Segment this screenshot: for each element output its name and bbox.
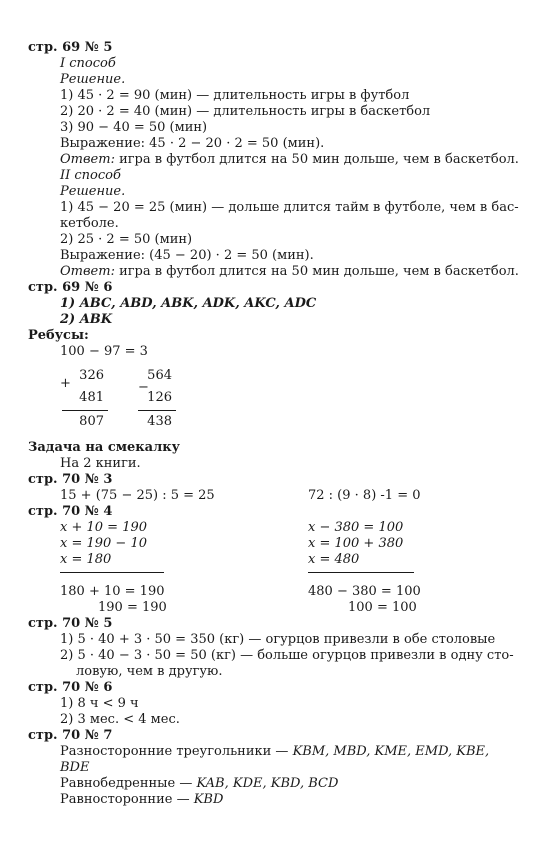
check-separator (60, 572, 164, 573)
method-label: II способ (60, 168, 121, 183)
answer-label: Ответ: (60, 152, 115, 167)
equation-step: x = 480 (308, 552, 360, 567)
answer-text: игра в футбол длится на 50 мин дольше, чем в баскетбол. (114, 152, 519, 167)
equation-step: x + 10 = 190 (60, 520, 148, 535)
section-heading: стр. 69 № 5 (28, 40, 113, 55)
section-heading: Ребусы: (28, 328, 89, 343)
sum: 807 (79, 414, 104, 429)
solution-step: 1) 5 · 40 + 3 · 50 = 350 (кг) — огурцов привезли в обе столовые (60, 632, 496, 647)
solution-step-continued: ловую, чем в другую. (76, 664, 223, 679)
solution-step: 2) 5 · 40 − 3 · 50 = 50 (кг) — больше огурцов привезли в одну сто- (60, 648, 514, 663)
expression-right: 72 : (9 · 8) -1 = 0 (308, 488, 421, 503)
triangle-category: Разносторонние треугольники — (60, 744, 293, 759)
triangle-category: Равносторонние — (60, 792, 194, 807)
answer-line (60, 264, 519, 280)
comparison-line: 2) 3 мес. < 4 мес. (60, 712, 180, 727)
expression-line: Выражение: (45 − 20) · 2 = 50 (мин). (60, 248, 314, 263)
triangle-names: KBM, MBD, KME, EMD, KBE, (292, 744, 490, 759)
check-line: 480 − 380 = 100 (308, 584, 421, 599)
rebus-equation: 100 − 97 = 3 (60, 344, 148, 359)
riddle-answer: На 2 книги. (60, 456, 141, 471)
equation-step: x − 380 = 100 (308, 520, 404, 535)
addend: 481 (79, 390, 104, 405)
equation-step: x = 180 (60, 552, 112, 567)
sum-line (62, 410, 108, 411)
answer-line: 2) ABK (60, 312, 113, 327)
triangle-category: Равнобедренные — (60, 776, 197, 791)
answer-text: игра в футбол длится на 50 мин дольше, чем в баскетбол. (114, 264, 519, 279)
subtrahend: 126 (147, 390, 172, 405)
equation-step: x = 190 − 10 (60, 536, 148, 551)
answer-line: 1) ABC, ABD, ABK, ADK, AKC, ADC (60, 296, 317, 311)
solution-step: 3) 90 − 40 = 50 (мин) (60, 120, 208, 135)
expression-left: 15 + (75 − 25) : 5 = 25 (60, 488, 215, 503)
section-heading: стр. 70 № 3 (28, 472, 113, 487)
difference: 438 (147, 414, 172, 429)
triangle-names: KAB, KDE, KBD, BCD (196, 776, 339, 791)
triangle-list (60, 792, 223, 808)
section-heading: стр. 70 № 6 (28, 680, 113, 695)
check-separator (308, 572, 414, 573)
plus-sign: + (60, 376, 71, 391)
triangle-names: KBD (193, 792, 224, 807)
solution-step-continued: кетболе. (60, 216, 119, 231)
answer-label: Ответ: (60, 264, 115, 279)
answer-line (60, 152, 519, 168)
minus-sign: − (138, 380, 149, 395)
difference-line (138, 410, 176, 411)
solution-step: 2) 25 · 2 = 50 (мин) (60, 232, 193, 247)
comparison-line: 1) 8 ч < 9 ч (60, 696, 139, 711)
check-line: 180 + 10 = 190 (60, 584, 165, 599)
solution-step: 2) 20 · 2 = 40 (мин) — длительность игры в баскетбол (60, 104, 431, 119)
minuend: 564 (147, 368, 172, 383)
solution-label: Решение. (60, 72, 126, 87)
solution-label: Решение. (60, 184, 126, 199)
equation-step: x = 100 + 380 (308, 536, 404, 551)
section-heading: стр. 69 № 6 (28, 280, 113, 295)
method-label: I способ (60, 56, 116, 71)
triangle-names: BDE (60, 760, 90, 775)
check-line: 190 = 190 (98, 600, 167, 615)
check-line: 100 = 100 (348, 600, 417, 615)
solution-step: 1) 45 · 2 = 90 (мин) — длительность игры в футбол (60, 88, 410, 103)
expression-line: Выражение: 45 · 2 − 20 · 2 = 50 (мин). (60, 136, 325, 151)
addend: 326 (79, 368, 104, 383)
solution-step: 1) 45 − 20 = 25 (мин) — дольше длится тайм в футболе, чем в бас- (60, 200, 519, 215)
section-heading: Задача на смекалку (28, 440, 180, 455)
triangle-list (60, 744, 489, 760)
section-heading: стр. 70 № 7 (28, 728, 113, 743)
triangle-list (60, 776, 338, 792)
section-heading: стр. 70 № 5 (28, 616, 113, 631)
section-heading: стр. 70 № 4 (28, 504, 113, 519)
